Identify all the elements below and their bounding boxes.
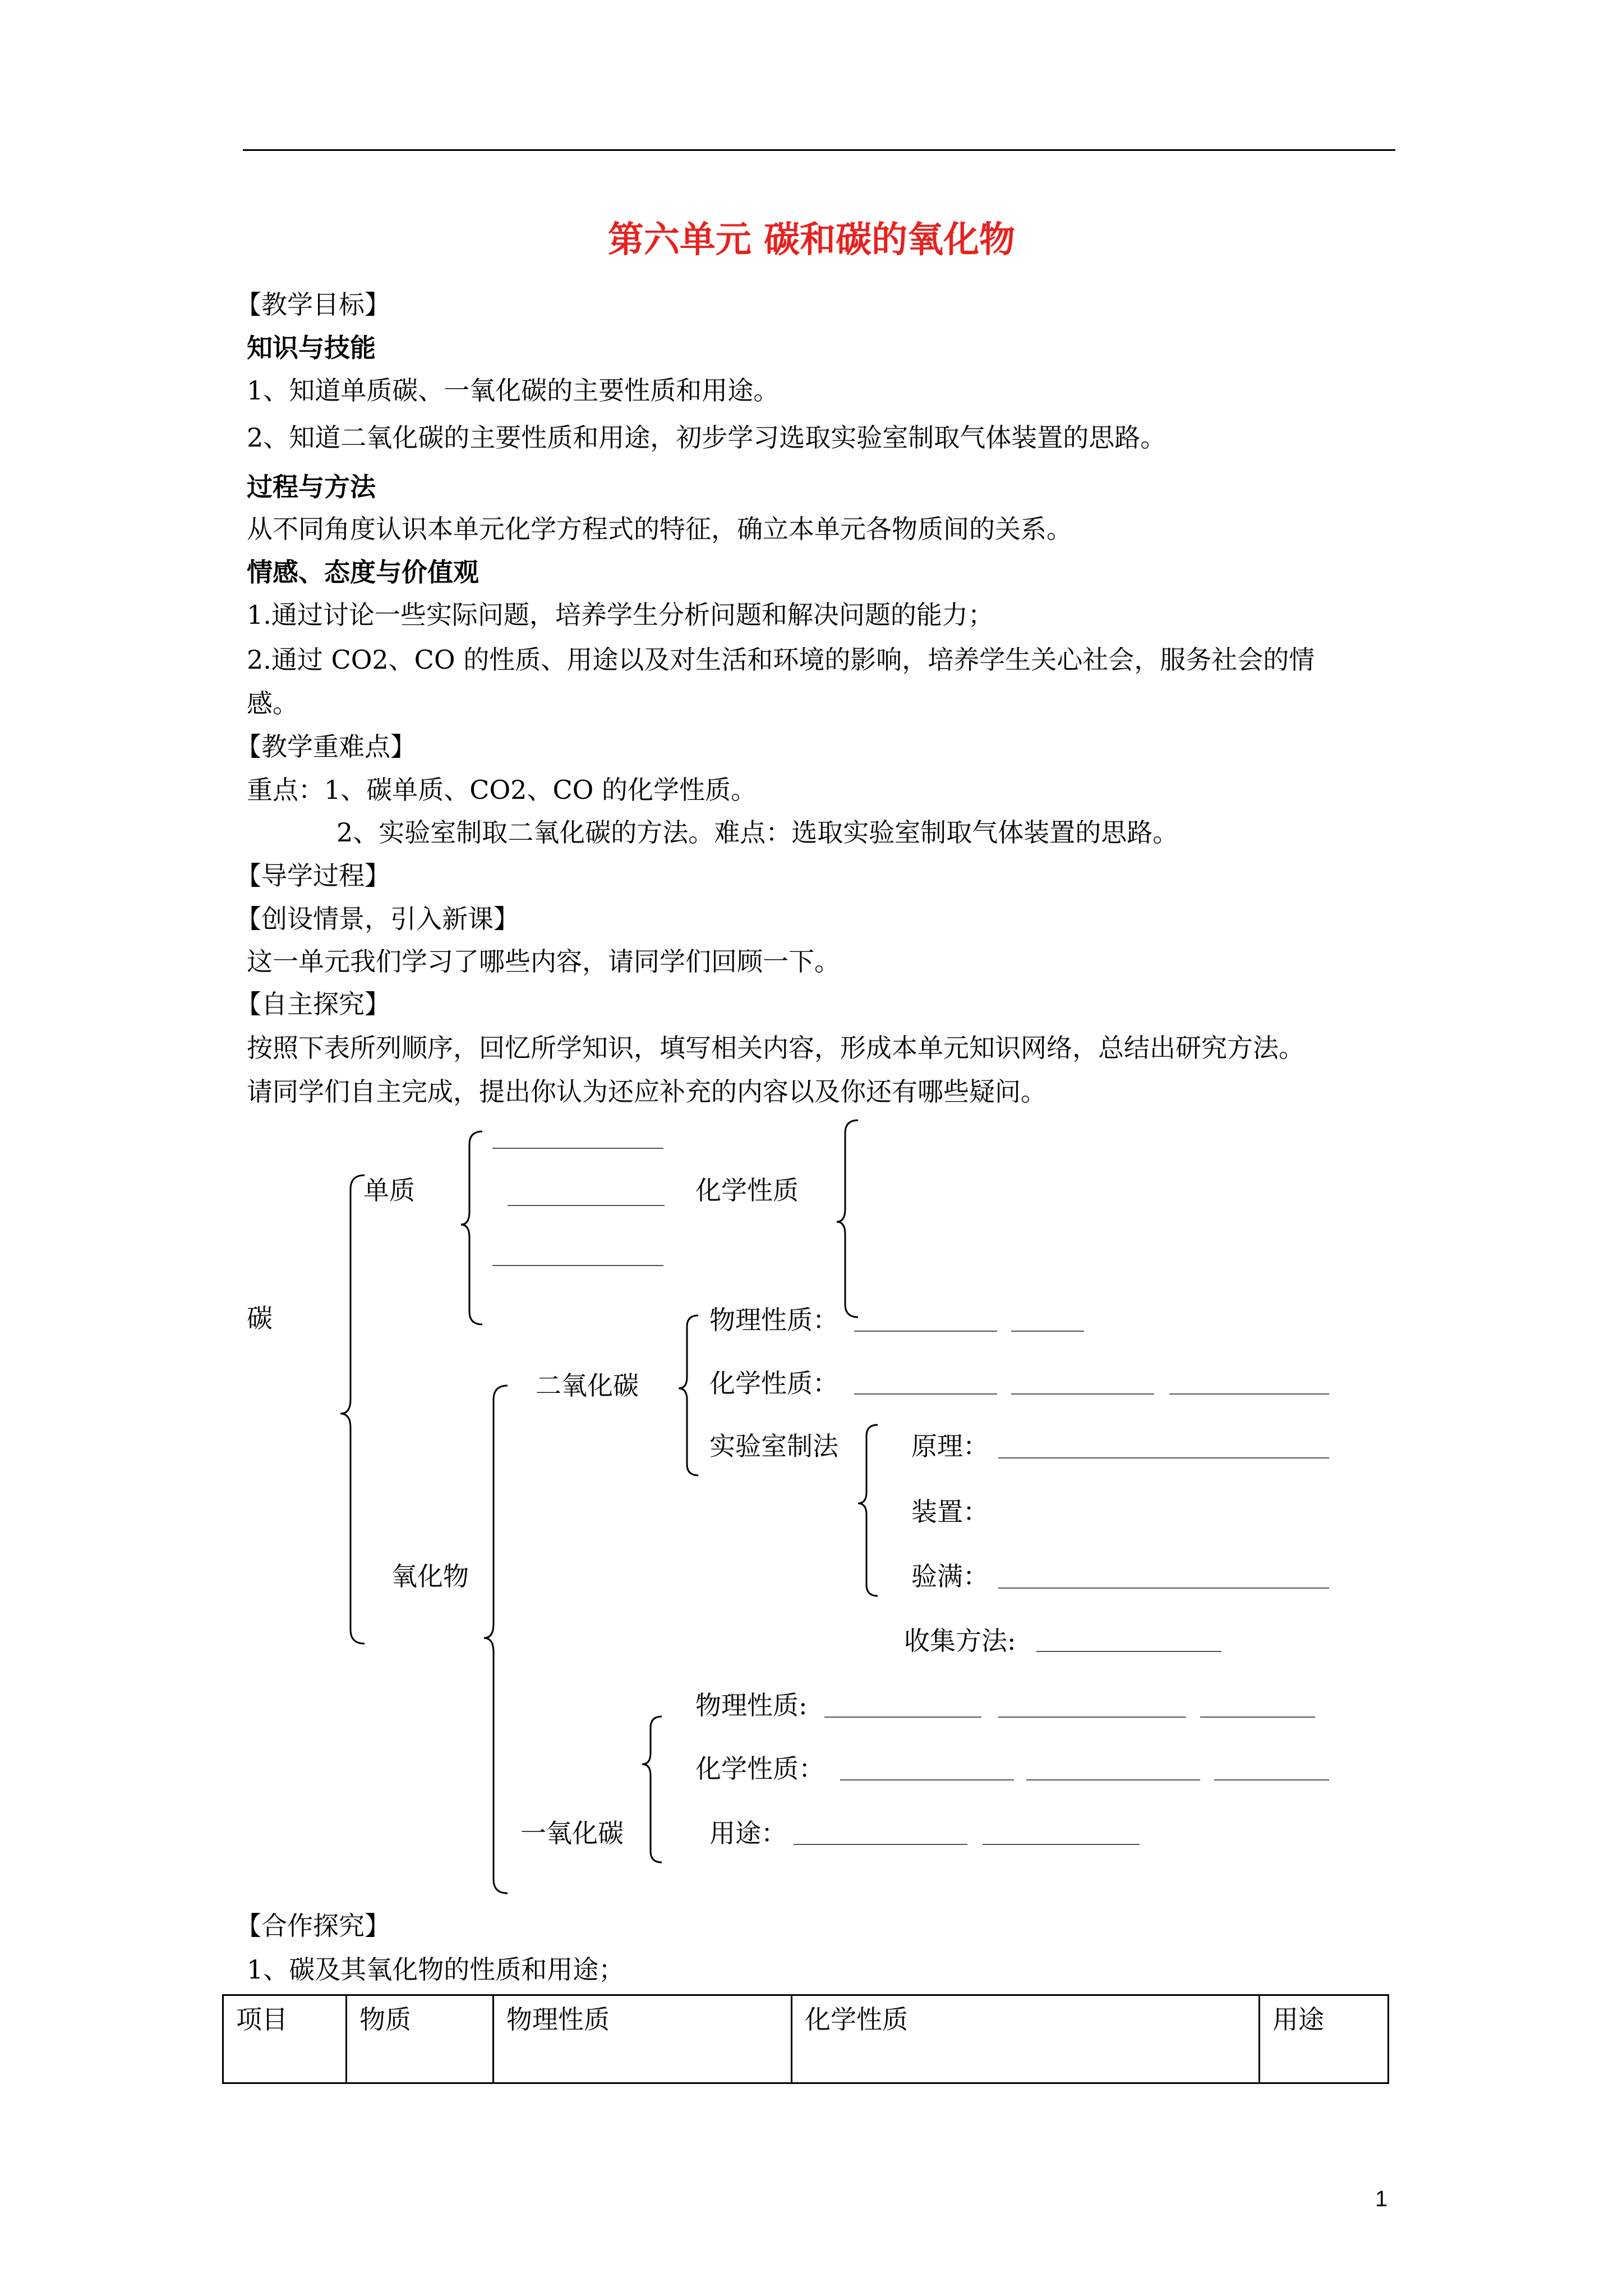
diagram-lab-device-label: 装置：	[911, 1497, 989, 1527]
intro-heading: 【创设情景，引入新课】	[236, 904, 519, 934]
attitude-item-2-cont: 感。	[247, 688, 298, 719]
guide-heading: 【导学过程】	[236, 861, 390, 891]
property-table	[222, 1994, 1389, 2084]
lab-collect-blank[interactable]	[1036, 1651, 1221, 1652]
diagram-element-label: 单质	[363, 1175, 415, 1205]
page-number: 1	[1375, 2187, 1388, 2211]
co-phys-blank-1[interactable]	[824, 1717, 981, 1718]
intro-text: 这一单元我们学习了哪些内容，请同学们回顾一下。	[247, 946, 840, 977]
diagram-co-use-label: 用途：	[709, 1818, 787, 1848]
co-phys-blank-3[interactable]	[1200, 1717, 1315, 1718]
co2-chem-blank-1[interactable]	[854, 1393, 997, 1395]
table-header-cell: 项目	[223, 1995, 347, 2083]
process-item-1: 从不同角度认识本单元化学方程式的特征，确立本单元各物质间的关系。	[247, 514, 1072, 544]
diagram-co-chem-label: 化学性质：	[695, 1754, 824, 1784]
table-header-cell: 物理性质	[494, 1995, 792, 2083]
coop-heading: 【合作探究】	[236, 1911, 390, 1941]
attitude-item-2: 2.通过 CO2、CO 的性质、用途以及对生活和环境的影响，培养学生关心社会，服务社会的情	[247, 645, 1315, 675]
table-header-cell: 物质	[347, 1995, 494, 2083]
table-header-row	[223, 1995, 1389, 2083]
self-study-heading: 【自主探究】	[236, 989, 390, 1019]
co2-phys-blank-1[interactable]	[854, 1331, 997, 1332]
self-study-text-1: 按照下表所列顺序，回忆所学知识，填写相关内容，形成本单元知识网络，总结出研究方法。	[247, 1033, 1304, 1063]
process-heading: 过程与方法	[247, 472, 376, 502]
coop-item-1: 1、碳及其氧化物的性质和用途；	[247, 1954, 625, 1985]
diagram-co2-lab-label: 实验室制法	[709, 1431, 838, 1461]
co-chem-blank-2[interactable]	[1026, 1779, 1200, 1780]
key-heading: 【教学重难点】	[236, 731, 416, 762]
diagram-carbon-label: 碳	[247, 1303, 273, 1333]
knowledge-heading: 知识与技能	[247, 333, 376, 363]
diagram-co-label: 一氧化碳	[520, 1818, 624, 1848]
attitude-heading: 情感、态度与价值观	[247, 557, 479, 587]
lab-full-blank[interactable]	[998, 1588, 1329, 1589]
co-chem-blank-3[interactable]	[1214, 1779, 1329, 1780]
co-chem-blank-1[interactable]	[840, 1779, 1014, 1780]
co2-chem-blank-3[interactable]	[1169, 1393, 1329, 1395]
co2-chem-blank-2[interactable]	[1011, 1393, 1154, 1395]
co2-phys-blank-2[interactable]	[1011, 1331, 1084, 1332]
key-item-1: 重点：1、碳单质、CO2、CO 的化学性质。	[247, 775, 757, 805]
self-study-text-2: 请同学们自主完成，提出你认为还应补充的内容以及你还有哪些疑问。	[247, 1076, 1046, 1107]
diagram-co2-label: 二氧化碳	[536, 1370, 639, 1401]
diagram-co2-phys-label: 物理性质：	[709, 1305, 838, 1335]
element-blank-3[interactable]	[492, 1265, 663, 1266]
element-blank-2[interactable]	[508, 1205, 665, 1206]
co-use-blank-1[interactable]	[794, 1844, 967, 1845]
element-blank-1[interactable]	[492, 1148, 663, 1149]
objectives-heading: 【教学目标】	[236, 289, 390, 320]
lab-principle-blank[interactable]	[998, 1457, 1329, 1458]
co-phys-blank-2[interactable]	[998, 1717, 1186, 1718]
table-header-cell: 用途	[1260, 1995, 1389, 2083]
diagram-oxide-label: 氧化物	[391, 1561, 469, 1591]
attitude-item-1: 1.通过讨论一些实际问题，培养学生分析问题和解决问题的能力；	[247, 600, 994, 630]
diagram-element-chem-label: 化学性质	[695, 1175, 799, 1205]
knowledge-item-1: 1、知道单质碳、一氧化碳的主要性质和用途。	[247, 375, 780, 406]
diagram-lab-full-label: 验满：	[911, 1561, 989, 1591]
co-use-blank-2[interactable]	[983, 1844, 1140, 1845]
diagram-co2-chem-label: 化学性质：	[709, 1368, 838, 1398]
key-item-2: 2、实验室制取二氧化碳的方法。难点：选取实验室制取气体装置的思路。	[336, 817, 1179, 848]
diagram-lab-collect-label: 收集方法:	[904, 1626, 1016, 1656]
page-title: 第六单元 碳和碳的氧化物	[607, 219, 1016, 261]
diagram-co-phys-label: 物理性质:	[695, 1690, 808, 1720]
diagram-lab-principle-label: 原理：	[911, 1431, 989, 1461]
table-header-cell: 化学性质	[792, 1995, 1260, 2083]
knowledge-item-2: 2、知道二氧化碳的主要性质和用途，初步学习选取实验室制取气体装置的思路。	[247, 422, 1166, 453]
